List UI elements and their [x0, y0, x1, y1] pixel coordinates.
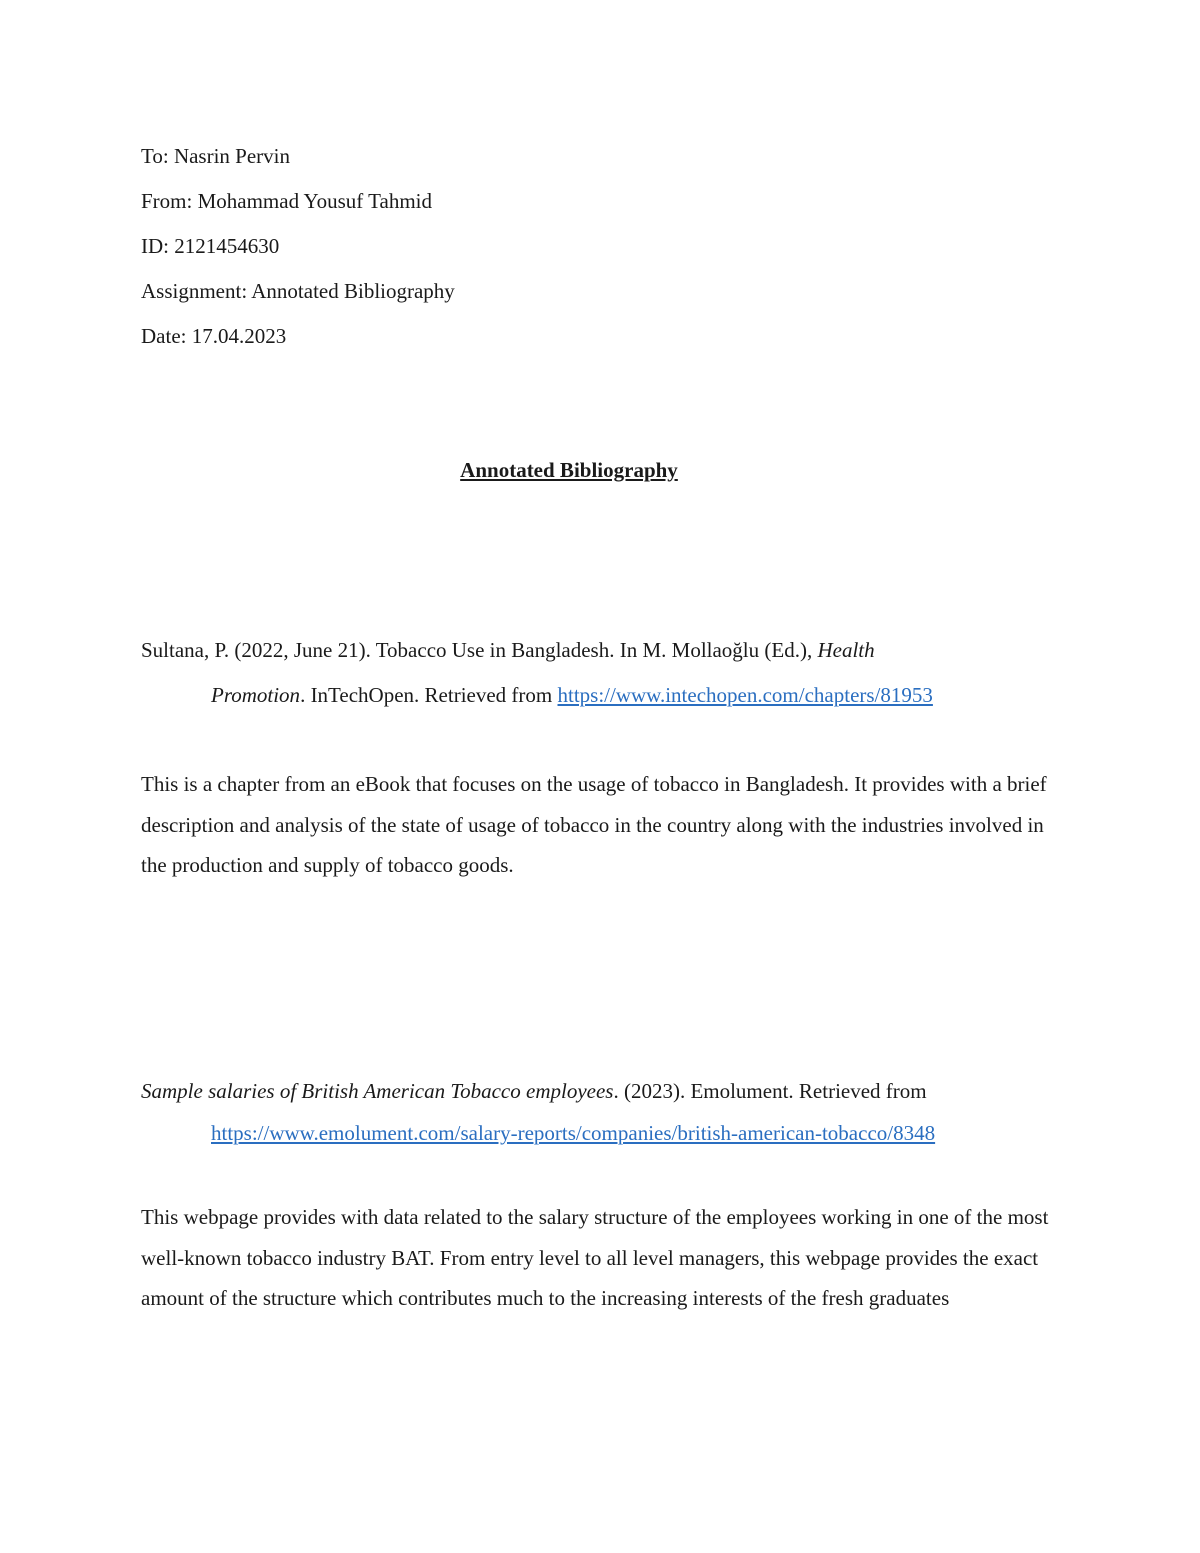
citation-1-publisher: . InTechOpen. Retrieved from — [300, 683, 558, 707]
date-line: Date: 17.04.2023 — [141, 324, 287, 348]
annotation-2: This webpage provides with data related to the salary structure of the employees working in one of the most well-known tobacco industry BAT. From entry level to all level managers, this webpage provides the exact amount of the structure which contributes much to the increasing interests of the fresh graduates — [141, 1205, 1049, 1310]
document-title: Annotated Bibliography — [460, 458, 678, 482]
annotation-1: This is a chapter from an eBook that focuses on the usage of tobacco in Bangladesh. It provides with a brief description and analysis of the state of usage of tobacco in the country along with the industries involved in the production and supply of tobacco goods. — [141, 772, 1047, 877]
citation-2-line-2 — [141, 1119, 1071, 1147]
citation-2-text: . (2023). Emolument. Retrieved from — [613, 1079, 927, 1103]
citation-2 — [141, 1077, 1071, 1147]
citation-1-line-1 — [141, 636, 1071, 664]
citation-1-url-link[interactable]: https://www.intechopen.com/chapters/81953 — [557, 683, 933, 707]
citation-1 — [141, 636, 1071, 709]
citation-1-book-title-a: Health — [817, 638, 875, 662]
citation-2-url-link[interactable]: https://www.emolument.com/salary-reports/companies/british-american-tobacco/8348 — [211, 1121, 936, 1145]
citation-1-text: Sultana, P. (2022, June 21). Tobacco Use in Bangladesh. In M. Mollaoğlu (Ed.), — [141, 638, 818, 662]
recipient-line: To: Nasrin Pervin — [141, 144, 291, 168]
student-id-line: ID: 2121454630 — [141, 234, 280, 258]
assignment-line: Assignment: Annotated Bibliography — [141, 279, 455, 303]
citation-2-line-1 — [141, 1077, 1071, 1105]
citation-2-title: Sample salaries of British American Tobacco employees — [141, 1079, 614, 1103]
sender-line: From: Mohammad Yousuf Tahmid — [141, 189, 432, 213]
citation-1-book-title-b: Promotion — [211, 683, 301, 707]
citation-1-line-2 — [141, 681, 1071, 709]
